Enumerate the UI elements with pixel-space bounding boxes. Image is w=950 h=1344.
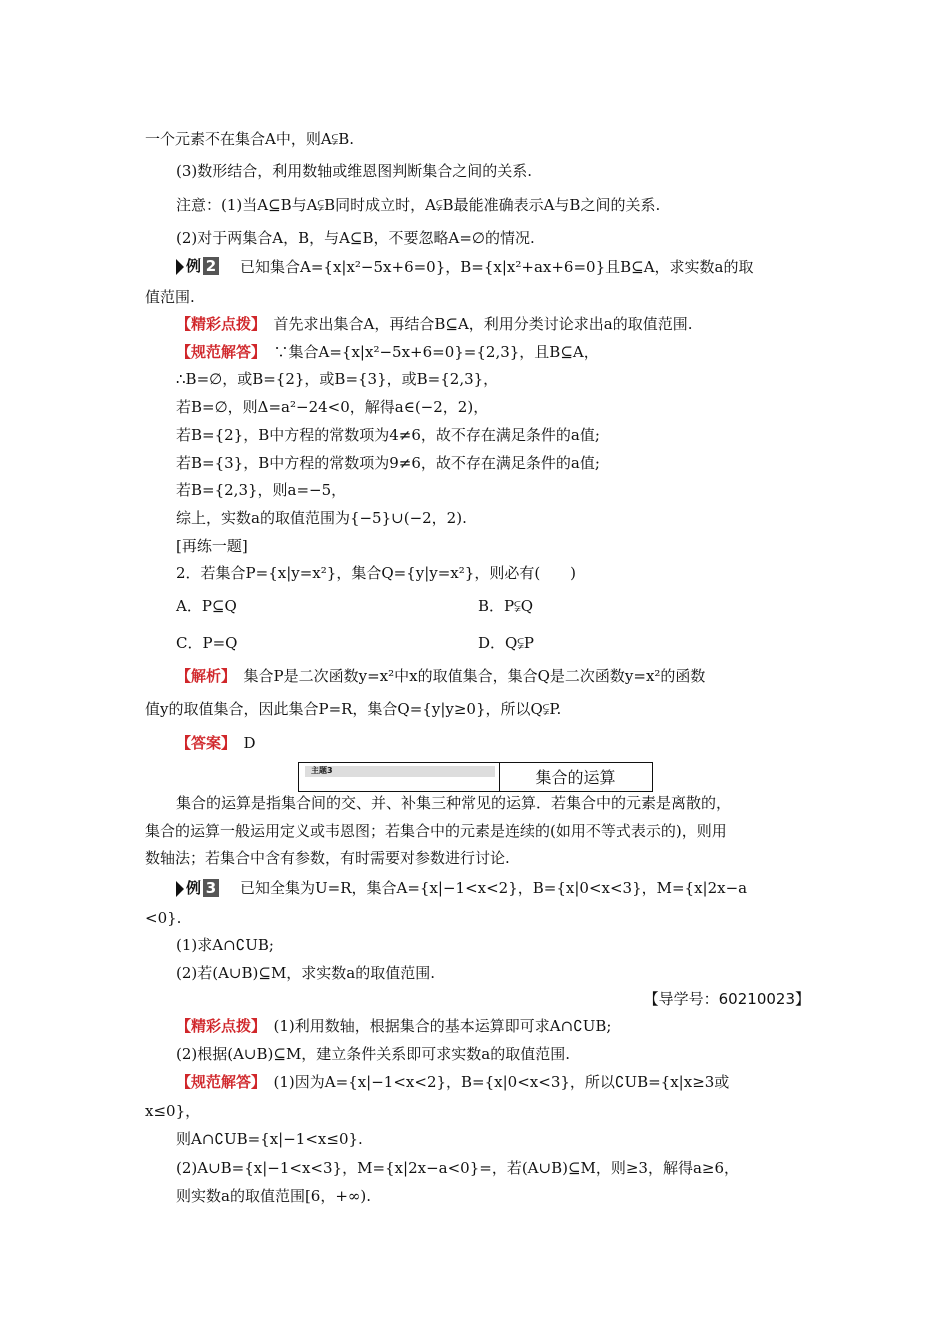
text-line: 若B={3}，B中方程的常数项为9≠6，故不存在满足条件的a值; <box>176 454 600 472</box>
text-line: [再练一题] <box>176 537 248 555</box>
text-line: (2)对于两集合A，B，与A⊆B，不要忽略A=∅的情况. <box>176 229 535 247</box>
text-line: 综上，实数a的取值范围为{−5}∪(−2，2). <box>176 509 467 527</box>
text-line: 值范围. <box>145 288 195 306</box>
analysis-label: 【解析】 <box>176 667 229 685</box>
option-a: A．P⊆Q <box>176 597 237 615</box>
hint-text: (1)利用数轴，根据集合的基本运算即可求A∩∁UB; <box>273 1017 612 1035</box>
option-c: C．P=Q <box>176 634 238 652</box>
text-line: <0}. <box>145 909 182 927</box>
text-line: 则A∩∁UB={x|−1<x≤0}. <box>176 1130 363 1148</box>
solution-label: 【规范解答】 <box>176 343 259 361</box>
text-line: 若B=∅，则Δ=a²−24<0，解得a∈(−2，2)， <box>176 398 489 416</box>
text-line: 注意：(1)当A⊆B与A⫋B同时成立时，A⫋B最能准确表示A与B之间的关系. <box>176 196 661 214</box>
topic-title: 集合的运算 <box>535 768 616 787</box>
solution-text: (1)因为A={x|−1<x<2}，B={x|0<x<3}，所以∁UB={x|x≥3或 <box>273 1073 730 1091</box>
answer-label: 【答案】 <box>176 734 229 752</box>
text-line: (1)求A∩∁UB; <box>176 936 274 954</box>
example-3-badge: 例 3 <box>176 877 219 898</box>
solution-text: ∵集合A={x|x²−5x+6=0}={2,3}，且B⊆A， <box>273 343 599 361</box>
text-line: 一个元素不在集合A中，则A⫋B. <box>145 130 355 148</box>
example-3-text: 已知全集为U=R，集合A={x|−1<x<2}，B={x|0<x<3}，M={x|2x−a <box>240 879 748 897</box>
example-2-badge: 例 2 <box>176 255 219 276</box>
hint-label: 【精彩点拨】 <box>176 1017 259 1035</box>
topic-header <box>298 762 653 792</box>
text-line: 若B={2,3}，则a=−5， <box>176 481 347 499</box>
text-line: 值y的取值集合，因此集合P=R，集合Q={y|y≥0}，所以Q⫋P. <box>145 700 562 718</box>
hint-label: 【精彩点拨】 <box>176 315 259 333</box>
text-line: ∴B=∅，或B={2}，或B={3}，或B={2,3}， <box>176 370 499 388</box>
text-line: (2)若(A∪B)⊆M，求实数a的取值范围. <box>176 964 436 982</box>
question-line: 2．若集合P={x|y=x²}，集合Q={y|y=x²}，则必有( ) <box>176 564 577 582</box>
topic-tag: 主题3 <box>311 766 333 775</box>
solution-label: 【规范解答】 <box>176 1073 259 1091</box>
answer-value: D <box>243 734 256 752</box>
text-line: 则实数a的取值范围[6，+∞). <box>176 1187 372 1205</box>
text-line: (2)A∪B={x|−1<x<3}，M={x|2x−a<0}=，若(A∪B)⊆M，则≥3，解得a≥6， <box>176 1159 740 1177</box>
option-b: B．P⫋Q <box>478 597 534 615</box>
hint-text: 首先求出集合A，再结合B⊆A，利用分类讨论求出a的取值范围. <box>273 315 693 333</box>
text-line: 若B={2}，B中方程的常数项为4≠6，故不存在满足条件的a值; <box>176 426 600 444</box>
analysis-text: 集合P是二次函数y=x²中x的取值集合，集合Q是二次函数y=x²的函数 <box>243 667 706 685</box>
topic-bar <box>305 766 495 777</box>
option-d: D．Q⫋P <box>478 634 535 652</box>
text-line: (3)数形结合，利用数轴或维恩图判断集合之间的关系. <box>176 162 533 180</box>
text-line: (2)根据(A∪B)⊆M，建立条件关系即可求实数a的取值范围. <box>176 1045 571 1063</box>
example-2-text: 已知集合A={x|x²−5x+6=0}，B={x|x²+ax+6=0}且B⊆A，求实数a的取 <box>240 258 754 276</box>
text-line: 集合的运算一般运用定义或韦恩图；若集合中的元素是连续的(如用不等式表示的)，则用 <box>145 822 727 840</box>
text-line: x≤0}， <box>145 1102 201 1120</box>
guide-number: 【导学号：60210023】 <box>643 990 810 1008</box>
text-line: 数轴法；若集合中含有参数，有时需要对参数进行讨论. <box>145 849 510 867</box>
text-line: 集合的运算是指集合间的交、并、补集三种常见的运算．若集合中的元素是离散的， <box>176 794 732 812</box>
